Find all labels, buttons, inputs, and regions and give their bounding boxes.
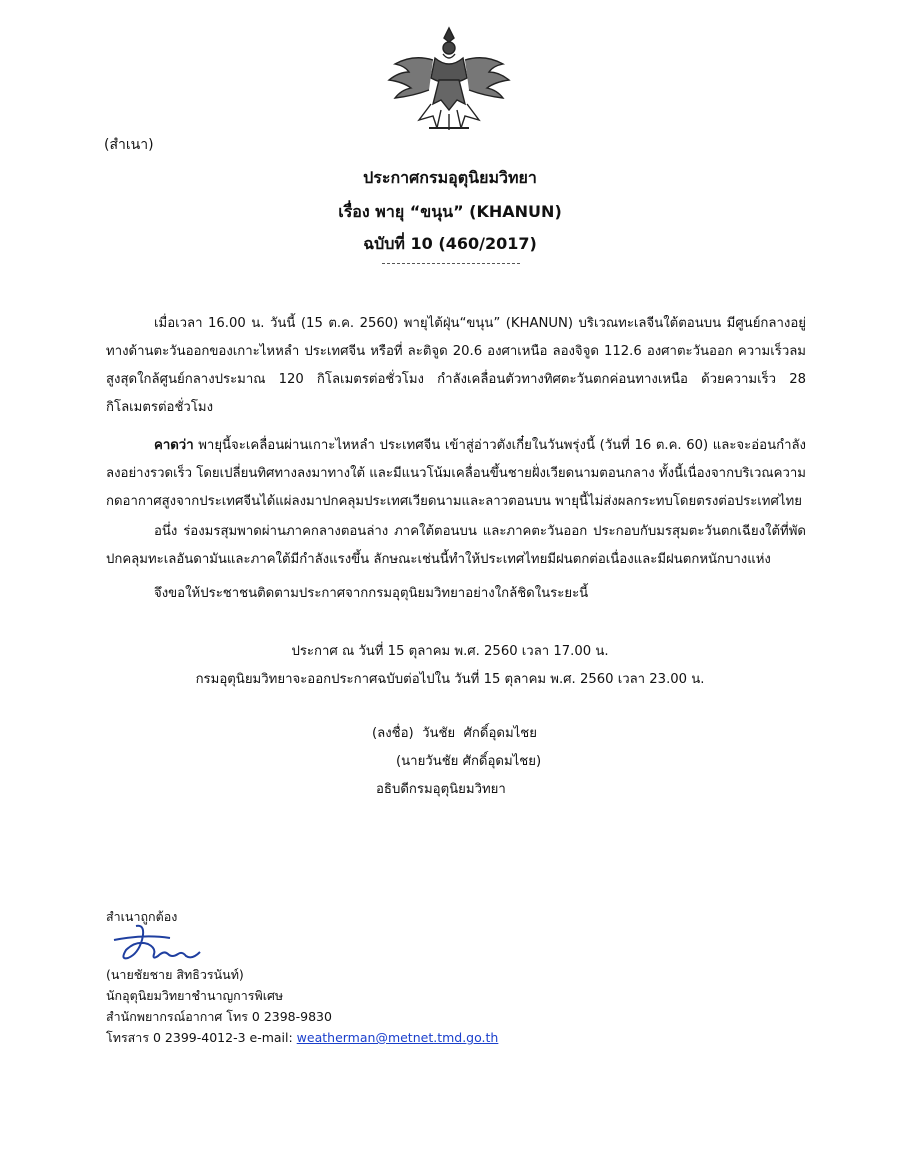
- fax-email-line: [106, 1027, 498, 1048]
- paragraph-monsoon: อนึ่ง ร่องมรสุมพาดผ่านภาคกลางตอนล่าง ภาคใต้ตอนบน และภาคตะวันออก ประกอบกับมรสุมตะวันตกเฉียงใต้ที่พัดปกคลุมทะเลอันดามันและภาคใต้มีกำลังแรงขึ้น ลักษณะเช่นนี้ทำให้ประเทศไทยมีฝนตกต่อเนื่องและมีฝนตกหนักบางแห่ง: [106, 524, 806, 567]
- announce-date: ประกาศ ณ วันที่ 15 ตุลาคม พ.ศ. 2560 เวลา 17.00 น.: [291, 644, 609, 659]
- certified-label: สำเนาถูกต้อง: [106, 909, 178, 924]
- email-link[interactable]: weatherman@metnet.tmd.go.th: [296, 1030, 499, 1045]
- office-phone: สำนักพยากรณ์อากาศ โทร 0 2398-9830: [106, 1009, 332, 1024]
- paragraph-forecast: [106, 432, 806, 516]
- handwritten-signature-icon: [106, 918, 216, 968]
- announcement-subject: เรื่อง พายุ “ขนุน” (KHANUN): [338, 202, 562, 221]
- signed-by: (ลงชื่อ) วันชัย ศักดิ์อุดมไชย: [372, 726, 537, 741]
- paragraph-advice: จึงขอให้ประชาชนติดตามประกาศจากกรมอุตุนิยมวิทยาอย่างใกล้ชิดในระยะนี้: [154, 586, 589, 601]
- divider: [382, 263, 520, 264]
- signatory-position: อธิบดีกรมอุตุนิยมวิทยา: [376, 782, 506, 797]
- paragraph-current-status: เมื่อเวลา 16.00 น. วันนี้ (15 ต.ค. 2560) พายุไต้ฝุ่น“ขนุน” (KHANUN) บริเวณทะเลจีนใต้ตอนบน มีศูนย์กลางอยู่ทางด้านตะวันออกของเกาะไหหลำ ประเทศจีน หรือที่ ละติจูด 20.6 องศาเหนือ ลองจิจูด 112.6 องศาตะวันออก ความเร็วลมสูงสุดใกล้ศูนย์กลางประมาณ 120 กิโลเมตรต่อชั่วโมง กำลังเคลื่อนตัวทางทิศตะวันตกค่อนทางเหนือ ด้วยความเร็ว 28 กิโลเมตรต่อชั่วโมง: [106, 316, 806, 415]
- announcement-issue: ฉบับที่ 10 (460/2017): [363, 234, 537, 253]
- forecast-lead: คาดว่า: [154, 438, 194, 453]
- announcement-title: ประกาศกรมอุตุนิยมวิทยา: [363, 168, 537, 187]
- forecast-text: พายุนี้จะเคลื่อนผ่านเกาะไหหลำ ประเทศจีน เข้าสู่อ่าวตังเกี๋ยในวันพรุ่งนี้ (วันที่ 16 ต.ค. 60) และจะอ่อนกำลังลงอย่างรวดเร็ว โดยเปลี่ยนทิศทางลงมาทางใต้ และมีแนวโน้มเคลื่อนขึ้นชายฝั่งเวียดนามตอนกลาง ทั้งนี้เนื่องจากบริเวณความกดอากาศสูงจากประเทศจีนได้แผ่ลงมาปกคลุมประเทศเวียดนามและลาวตอนบน พายุนี้ไม่ส่งผลกระทบโดยตรงต่อประเทศไทย: [106, 438, 806, 509]
- garuda-emblem-icon: [385, 24, 513, 134]
- next-announcement: กรมอุตุนิยมวิทยาจะออกประกาศฉบับต่อไปใน วันที่ 15 ตุลาคม พ.ศ. 2560 เวลา 23.00 น.: [195, 672, 705, 687]
- certifier-position: นักอุตุนิยมวิทยาชำนาญการพิเศษ: [106, 988, 284, 1003]
- copy-label: (สำเนา): [104, 137, 154, 153]
- signatory-name: (นายวันชัย ศักดิ์อุดมไชย): [396, 754, 542, 769]
- certifier-name: (นายชัยชาย สิทธิวรนันท์): [106, 967, 244, 982]
- fax-label: โทรสาร 0 2399-4012-3 e-mail:: [106, 1030, 297, 1045]
